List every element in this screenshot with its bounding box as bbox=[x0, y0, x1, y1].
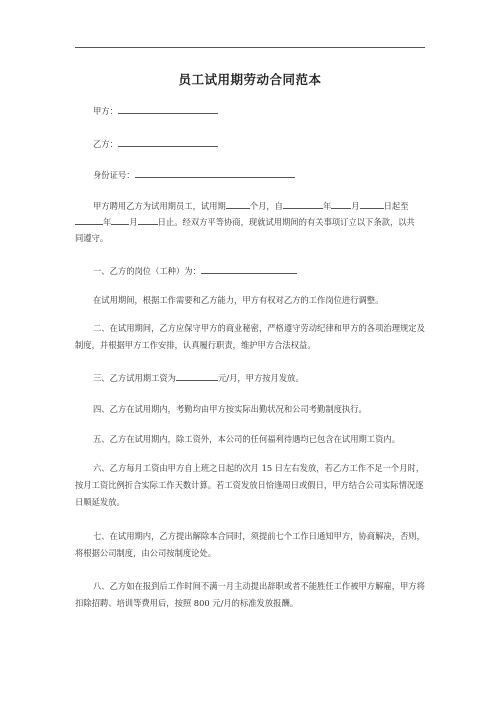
party-a-blank bbox=[118, 104, 218, 114]
clause-3 bbox=[93, 371, 425, 384]
party-b-label: 乙方： bbox=[93, 139, 118, 149]
intro-line-1 bbox=[93, 199, 425, 212]
clause-2-line-1: 二、在试用期间，乙方应保守甲方的商业秘密，严格遵守劳动纪律和甲方的各项治理规定及 bbox=[93, 323, 425, 333]
intro-text: 日起至 bbox=[383, 201, 409, 211]
clause-6-line-1: 六、乙方每月工资由甲方自上班之日起的次月 15 日左右发放，若乙方工作不足一个月时， bbox=[93, 463, 425, 473]
salary-blank bbox=[176, 371, 218, 381]
clause-7-line-1: 七、在试用期内，乙方提出解除本合同时，须提前七个工作日通知甲方，协商解决，否则， bbox=[93, 531, 425, 541]
id-number-blank bbox=[135, 168, 295, 178]
start-year-blank bbox=[283, 199, 323, 209]
clause-6-line-2: 按月工资比例折合实际工作天数计算。若工资发放日恰逢周日或假日，甲方结合公司实际情况逐 bbox=[75, 480, 424, 490]
intro-text: 个月，自 bbox=[249, 201, 283, 211]
intro-text: 年 bbox=[103, 217, 112, 227]
intro-text: 甲方聘用乙方为试用期员工，试用期 bbox=[93, 201, 226, 211]
party-b-blank bbox=[118, 137, 218, 147]
id-number-label: 身份证号： bbox=[93, 170, 135, 180]
clause-3-text: 三、乙方试用期工资为 bbox=[93, 373, 176, 383]
party-a-label: 甲方： bbox=[93, 106, 118, 116]
end-day-blank bbox=[138, 215, 158, 225]
end-month-blank bbox=[111, 215, 129, 225]
party-b-line bbox=[93, 137, 425, 150]
party-a-line bbox=[93, 104, 425, 117]
header-rule bbox=[75, 47, 425, 48]
clause-3-text: 元/月，甲方按月发放。 bbox=[217, 373, 304, 383]
clause-6-line-3: 日顺延发放。 bbox=[75, 497, 125, 507]
intro-text: 日止。经双方平等协商，现就试用期间的有关事项订立以下条款，以共 bbox=[157, 217, 415, 227]
intro-line-3: 同遵守。 bbox=[75, 233, 109, 243]
start-day-blank bbox=[360, 199, 384, 209]
clause-5: 五、乙方在试用期内，除工资外，本公司的任何福利待遇均已包含在试用期工资内。 bbox=[93, 434, 400, 444]
clause-4: 四、乙方在试用期内，考勤均由甲方按实际出勤状况和公司考勤制度执行。 bbox=[93, 404, 367, 414]
start-month-blank bbox=[331, 199, 351, 209]
clause-1 bbox=[93, 264, 425, 277]
clause-1-note: 在试用期间，根据工作需要和乙方能力，甲方有权对乙方的工作岗位进行调整。 bbox=[93, 295, 384, 305]
document-title: 员工试用期劳动合同范本 bbox=[178, 72, 322, 87]
clause-1-text: 一、乙方的岗位（工种）为： bbox=[93, 266, 201, 276]
intro-text: 年 bbox=[322, 201, 332, 211]
clause-7-line-2: 将根据公司制度，由公司按制度论处。 bbox=[75, 548, 217, 558]
position-blank bbox=[201, 264, 297, 274]
intro-line-2 bbox=[75, 215, 425, 228]
clause-2-line-2: 制度，并根据甲方工作安排，认真履行职责，维护甲方合法权益。 bbox=[75, 340, 316, 350]
intro-text: 月 bbox=[351, 201, 360, 211]
end-year-blank bbox=[75, 215, 103, 225]
clause-8-line-2: 扣除招聘、培训等费用后，按照 800 元/月的标准发放报酬。 bbox=[75, 598, 299, 608]
intro-text: 月 bbox=[129, 217, 138, 227]
months-blank bbox=[226, 199, 250, 209]
clause-8-line-1: 八、乙方如在报到后工作时间不满一月主动提出辞职或者不能胜任工作被甲方解雇，甲方将 bbox=[93, 581, 425, 591]
id-number-line bbox=[93, 168, 425, 181]
